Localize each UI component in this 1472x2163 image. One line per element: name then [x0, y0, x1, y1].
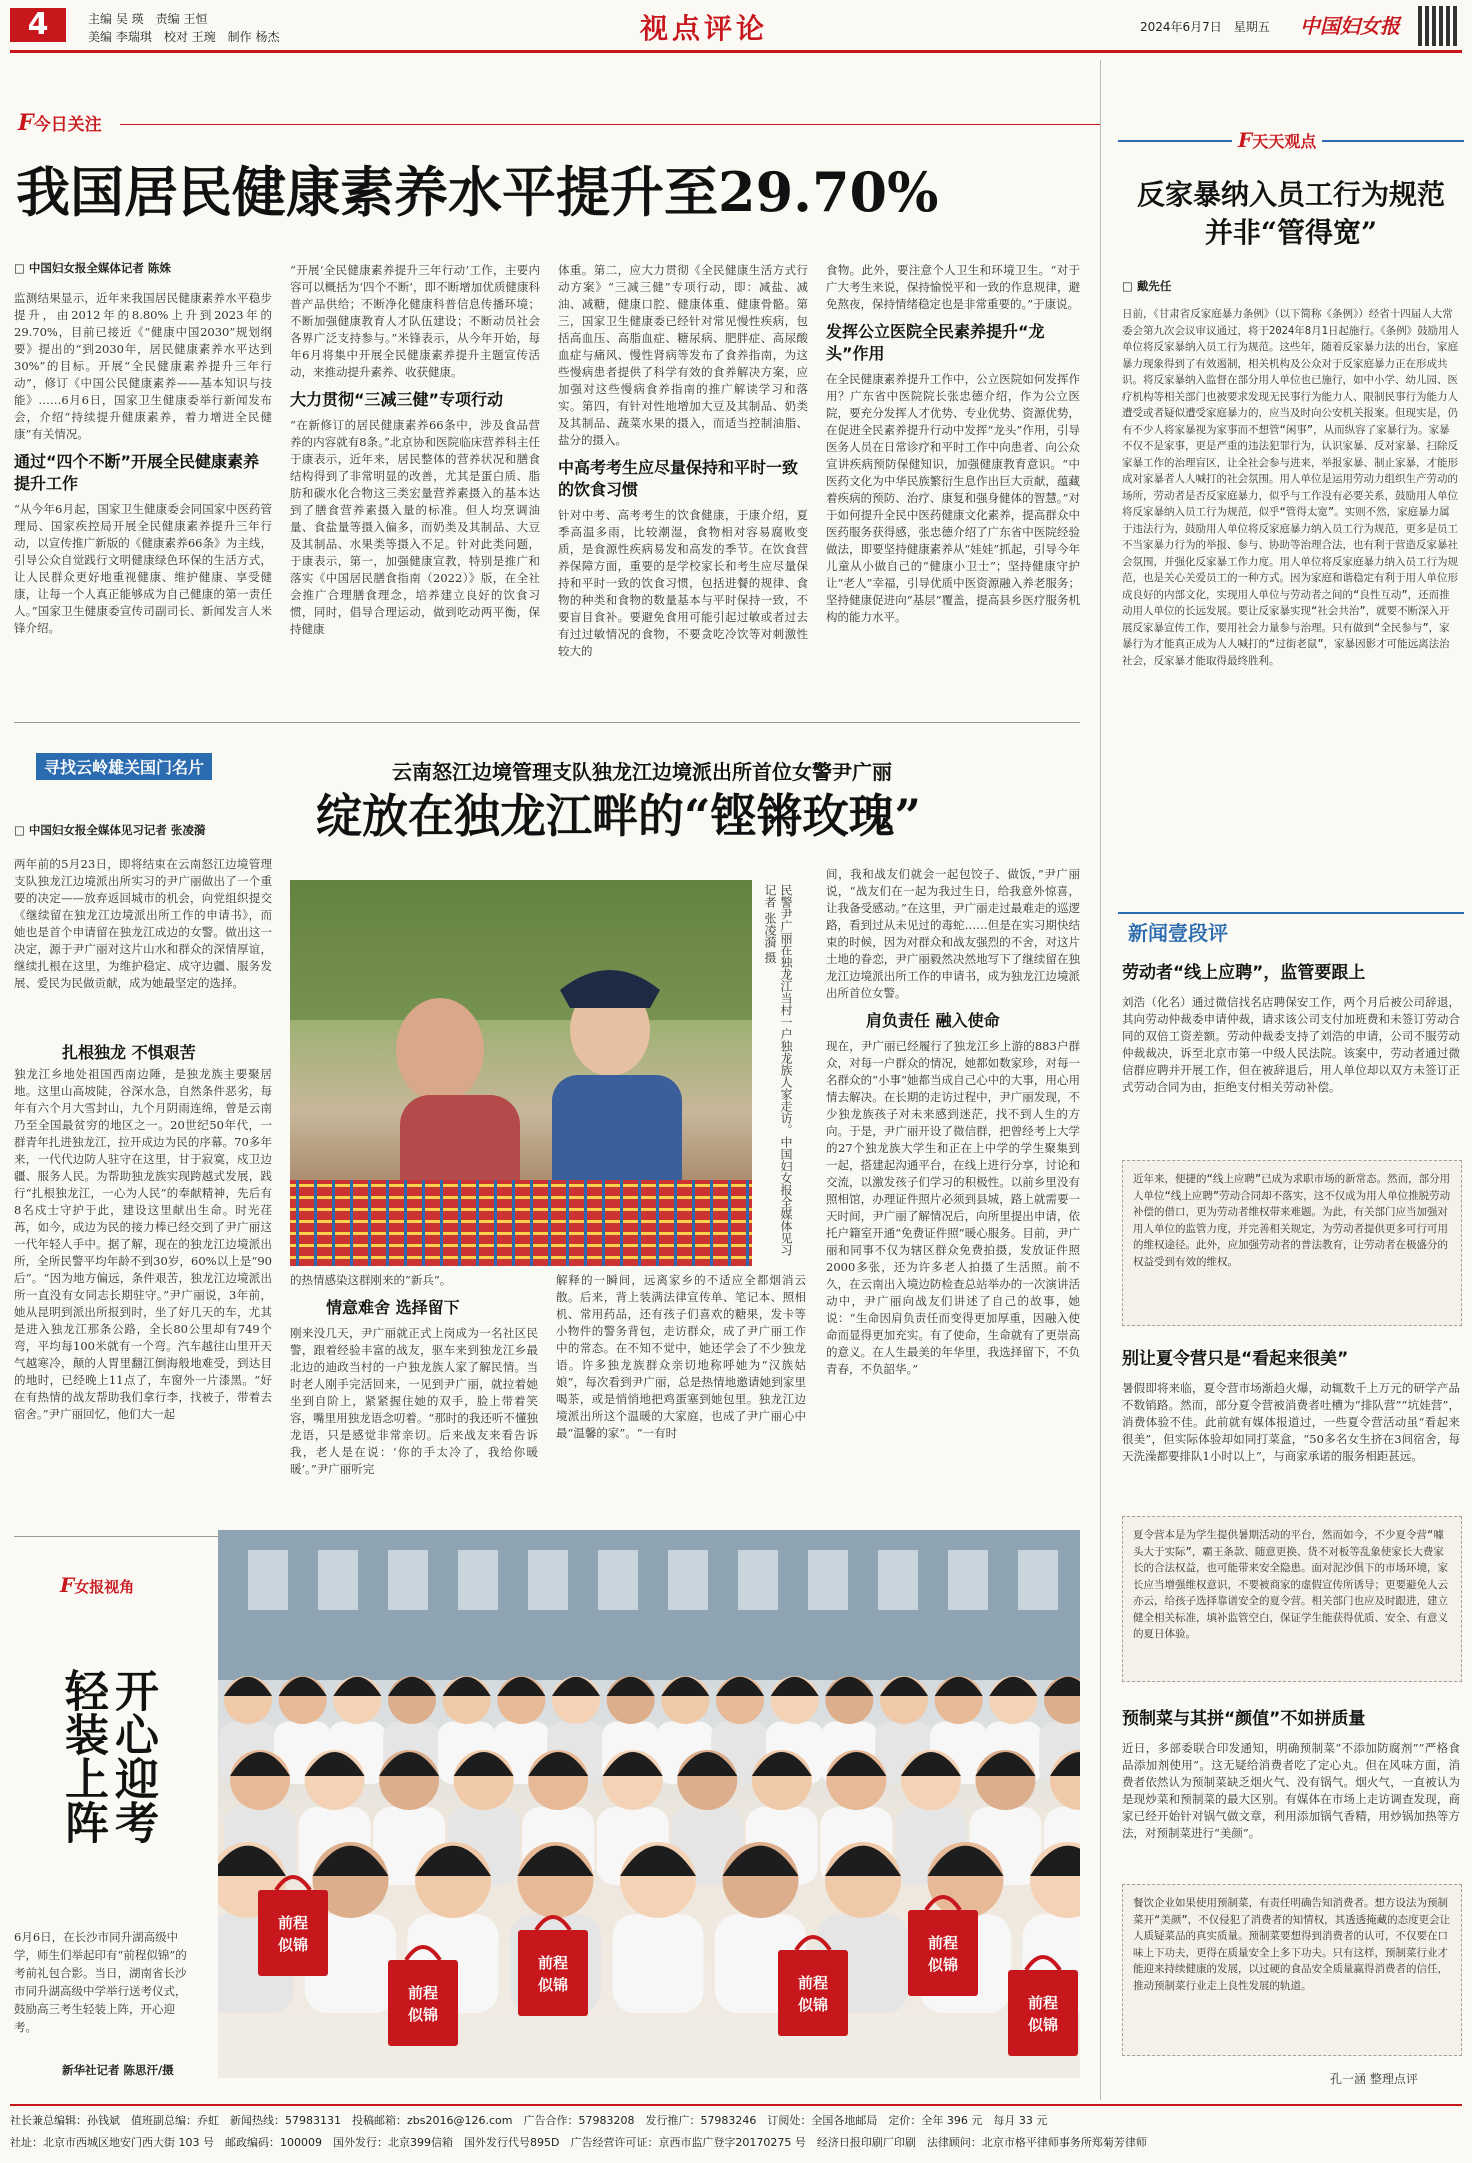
lead-col-4-subhead: 发挥公立医院全民素养提升“龙头”作用	[826, 322, 1045, 363]
staff-line-1: 主编 吴 瑛 责编 王恒	[88, 12, 208, 26]
lead-col-4-text-b: 在全民健康素养提升工作中，公立医院如何发挥作用？广东省中医院院长张忠德介绍，作为公立医院，要充分发挥人才优势、专业优势、资源优势，在促进全民素养提升行动中发挥“龙头”作用，引导医务人员在日常诊疗和平时工作中向患者、向公众宣讲疾病预防保健知识，加强健康教育意识。“中医药文化为中华民族繁衍生息作出巨大贡献，蕴藏着疾病的预防、治疗、康复和强身健体的智慧。”对于如何提升全民中医药健康文化素养，提高群众中医药服务获得感，张忠德介绍了广东省中医院经验做法，即要坚持健康素养从“娃娃”抓起，引导今年儿童从小做自己的“健康小卫士”；坚持健康守护让“老人”幸福，引导优质中医资源融入养老服务；坚持健康促进向“基层”覆盖，提高县乡医疗服务机构的能力水平。	[826, 372, 1080, 624]
item3-note-box	[1122, 1884, 1462, 2056]
lead-col-3-subhead: 中高考考生应尽量保持和平时一致的饮食习惯	[558, 458, 799, 499]
feature-col-2-text-b: 刚来没几天，尹广丽就正式上岗成为一名社区民警，跟着经验丰富的战友，驱车来到独龙江乡最北边的迪政当村的一户独龙族人家了解民情。当时老人刚手完活回来，一见到尹广丽，就拉着她坐到自阶上，紧紧握住她的双手，脸上带着笑容，嘴里用独龙语念叨着。“那时的我还听不懂独龙语，只是感觉非常亲切。后来战友来看告诉我，老人是在说：‘你的手太冷了，我给你暖暖’。”尹广丽听完	[290, 1326, 538, 1476]
gift-bag	[908, 1897, 978, 1996]
gift-bag-text: 似锦	[797, 1996, 829, 2014]
lead-byline: □ 中国妇女报全媒体记者 陈姝	[14, 261, 171, 275]
photo-story-caption: 6月6日，在长沙市同升湖高级中学，师生们举起印有“前程似锦”的考前礼包合影。当日，湖南省长沙市同升湖高级中学举行送考仪式，鼓励高三考生轻装上阵，开心迎考。	[14, 1930, 187, 2034]
gift-bag-text: 似锦	[927, 1956, 959, 1974]
lead-col-2-text-b: “在新修订的居民健康素养66条中，涉及食品营养的内容就有8条。”北京协和医院临床营养科主任于康表示，近年来，居民整体的营养状况和膳食结构得到了非常明显的改善，尤其是蛋白质、脂肪和碳水化合物这三类宏量营养素摄入的基本达到了膳食营养素摄入量的标准。但人均烹调油量、食盐量等摄入偏多，而奶类及其制品、大豆及其制品、水果类等摄入不足。针对此类问题，于康表示，第一，加强健康宣教，特别是推广和落实《中国居民膳食指南（2022）》版，在全社会推广合理膳食理念，培养建立良好的饮食习惯，同时，倡导合理运动，做到吃动两平衡，保持健康	[290, 418, 540, 636]
gift-bag	[778, 1937, 848, 2036]
sidebar-kicker: F天天观点	[1232, 128, 1322, 152]
sidebar-essay	[1122, 306, 1460, 854]
lead-kicker-rule	[120, 124, 1100, 125]
feature-deck: 云南怒江边境管理支队独龙江边境派出所首位女警尹广丽	[392, 760, 892, 784]
item2-text: 暑假即将来临，夏令营市场渐趋火爆，动辄数千上万元的研学产品不数销路。然而，部分夏令营被消费者吐槽为“排队营”“坑娃营”，消费体验不佳。此前就有媒体报道过，一些夏令营活动虽“看起来很美”，但实际体验却如同打菜盒，“50多名女生挤在3间宿舍，每天洗澡都要排队1小时以上”，与商家承诺的服务相距甚远。	[1122, 1381, 1460, 1463]
item2-note: 夏令营本是为学生提供暑期活动的平台，然而如今，不少夏令营“噱头大于实际”，霸王条款、随意更换、货不对板等乱象使家长大费家长的合法权益，也可能带来安全隐患。面对泥沙俱下的市场环境，家长应当增强维权意识，不要被商家的虚假宣传所诱导；更要避免人云亦云，给孩子选择靠谱安全的夏令营。相关部门也应及时跟进，建立健全相关标准，填补监管空白，保证学生能获得优质、安全、有意义的夏日体验。	[1133, 1529, 1448, 1640]
feature-col-2-subhead: 情意难舍 选择留下	[326, 1298, 460, 1317]
gift-bag	[258, 1877, 328, 1976]
lead-headline: 我国居民健康素养水平提升至29.70%	[16, 160, 939, 224]
sidebar-compiler: 孔一涵 整理点评	[1330, 2072, 1418, 2086]
students-crowd-illustration	[218, 1530, 1080, 2078]
feature-col-4	[826, 866, 1080, 1526]
police-and-elder-illustration	[290, 880, 752, 1266]
item2-title: 别让夏令营只是“看起来很美”	[1122, 1349, 1349, 1369]
feature-col-4-text: 间，我和战友们就会一起包饺子、做饭，”尹广丽说，“战友们在一起为我过生日，给我意外惊喜，让我备受感动。”在这里，尹广丽走过最难走的巡逻路，看到过从未见过的毒蛇……但是在实习期快结束的时候，因为对群众和战友强烈的不舍，对这片土地的眷恋，尹广丽毅然决然地写下了继续留在独龙江边境派出所工作的申请书，成为独龙江边境派出所首位女警。	[826, 867, 1080, 1000]
paper-logo: 中国妇女报	[1300, 14, 1400, 38]
lead-col-4-text: 食物。此外，要注意个人卫生和环境卫生。“对于广大考生来说，保持愉悦平和一致的作息规律，避免熬夜，保持情绪稳定也是非常重要的。”于康说。	[826, 263, 1080, 311]
kicker-mark-icon: F	[18, 110, 34, 136]
masthead	[0, 0, 1472, 50]
item2-note-box	[1122, 1516, 1462, 1682]
gift-bag-text: 前程	[537, 1954, 569, 1972]
lead-col-3	[558, 262, 808, 660]
footer-line-2: 社址：北京市西城区地安门西大街 103 号 邮政编码：100009 国外发行：北京399信箱 国外发行代号895D 广告经营许可证：京西市监广登字20170275 号 经济日报印刷厂印刷 法律顾问：北京市格平律师事务所郑菊芳律师	[10, 2136, 1147, 2149]
item1-title: 劳动者“线上应聘”，监管要跟上	[1122, 963, 1366, 983]
feature-col-3	[556, 1272, 806, 1442]
gift-bag-text: 似锦	[277, 1936, 309, 1954]
lead-col-2	[290, 262, 540, 638]
item3-note: 餐饮企业如果使用预制菜，有责任明确告知消费者。想方设法为预制菜开“美颜”，不仅侵犯了消费者的知情权，其透透掩藏的态度更会让人质疑菜品的真实质量。预制菜要想得到消费者的认可，不仅要在口味上下功夫，更得在质量安全上多下功夫。只有这样，预制菜行业才能迎来持续健康的发展，以过硬的食品安全质量赢得消费者的信任，推动预制菜行业走上良性发展的轨道。	[1133, 1897, 1451, 1992]
section2-kicker: 新闻壹段评	[1128, 921, 1228, 945]
feature-byline: □ 中国妇女报全媒体见习记者 张凌漪	[14, 823, 206, 837]
feature-tag: 寻找云岭雄关国门名片	[36, 753, 212, 780]
feature-photo	[290, 880, 752, 1266]
photo-story-title-a: 开心迎考	[107, 1668, 158, 1844]
gift-bag-text: 似锦	[407, 2006, 439, 2024]
gift-bag	[518, 1917, 588, 2016]
photo-story-kicker: F女报视角	[60, 1573, 135, 1597]
item1-text: 刘浩（化名）通过微信找名店聘保安工作，两个月后被公司辞退，其向劳动仲裁委申请仲裁，请求该公司支付加班费和未签订劳动合同的双倍工资差额。劳动仲裁委支持了刘浩的申请，公司不服劳动仲裁裁决，诉至北京市第一中级人民法院。该案中，劳动者通过微信群应聘并开展工作，但在被辞退后，用人单位却以双方未签订正式劳动合同为由，拒绝支付相关劳动补偿。	[1122, 995, 1460, 1094]
feature-headline: 绽放在独龙江畔的“铿锵玫瑰”	[316, 789, 921, 843]
item1-note-box	[1122, 1160, 1462, 1326]
lead-col-4	[826, 262, 1080, 626]
feature-col-1-subhead: 扎根独龙 不惧艰苦	[62, 1043, 196, 1062]
feature-col-4-text-b: 现在，尹广丽已经履行了独龙江乡上游的883户群众，对每一户群众的情况，她都如数家珍，对每一名群众的“小事”她都当成自己心中的大事，用心用情去解决。在长期的走访过程中，尹广丽发现，不少独龙族孩子对未来感到迷茫，找不到人生的方向。于是，尹广丽开设了微信群，把曾经考上大学的27个独龙族大学生和正在上中学的学生聚集到一起，搭建起沟通平台，在线上进行分享，讨论和交流，以激发孩子们学习的积极性。以前乡里没有照相馆，办理证件照片必须到县城，路上就需要一天时间，尹广丽了解情况后，向所里提出申请，依托户籍室开通“免费证件照”暖心服务。目前，尹广丽和同事不仅为辖区群众免费拍摄，发放证件照2000多张，还为许多老人拍摄了生活照。前不久，在云南出入境边防检查总站举办的一次演讲活动中，尹广丽向战友们讲述了自己的故事，她说：“生命因肩负责任而变得更加厚重，因融入使命而显得更加充实。有了使命，生命就有了更崇高的意义。在人生最美的年华里，我选择留下，不负青春，不负韶华。”	[826, 1039, 1080, 1376]
qr-code-icon	[1418, 6, 1458, 46]
column-divider	[1100, 60, 1101, 2100]
feature-col-2-text: 的热情感染这群刚来的“新兵”。	[290, 1273, 452, 1287]
feature-col-3-text: 解释的一瞬间，远离家乡的不适应全都烟消云散。后来，背上装满法律宣传单、笔记本、照相机、常用药品，还有孩子们喜欢的糖果，发卡等小物件的警务背包，走访群众，成了尹广丽工作中的常态。在不知不觉中，她还学会了不少独龙语。许多独龙族群众亲切地称呼她为“汉族姑娘”，每次看到尹广丽，总是热情地邀请她到家里喝茶，或是悄悄地把鸡蛋塞到她包里。独龙江边境派出所这个温暖的大家庭，也成了尹广丽心中最“温馨的家”。“一有时	[556, 1273, 806, 1440]
lead-col-3-text-b: 针对中考、高考考生的饮食健康，于康介绍，夏季高温多雨，比较潮湿，食物相对容易腐败变质，是食源性疾病易发和高发的季节。在饮食营养保障方面，重要的是学校家长和考生应尽量保持和平时一致的饮食习惯，包括进餐的规律、食物的种类和食物的数量基本与平时保持一致，不要盲目食补。要避免食用可能引起过敏或者过去有过过敏情况的食物，不要贪吃冷饮等对刺激性较大的	[558, 508, 808, 658]
item3-text: 近日，多部委联合印发通知，明确预制菜“不添加防腐剂”“严格食品添加剂使用”。这无疑给消费者吃了定心丸。但在风味方面，消费者依然认为预制菜缺乏烟火气、没有锅气。烟火气，一直被认为是现炒菜和预制菜的最大区别。有媒体在市场上走访调查发现，商家已经开始针对锅气做文章，利用添加锅气香精，用炒锅加热等方法，对预制菜进行“美颜”。	[1122, 1741, 1460, 1840]
gift-bag-text: 似锦	[1027, 2016, 1059, 2034]
gift-bag-text: 前程	[927, 1934, 959, 1952]
page-number: 4	[10, 8, 66, 42]
photo-story-title-b: 轻装上阵	[57, 1668, 108, 1844]
gift-bag-text: 前程	[277, 1914, 309, 1932]
sidebar-byline: □ 戴先任	[1122, 279, 1172, 293]
kicker-mark-icon: F	[60, 1573, 75, 1597]
sidebar-headline: 反家暴纳入员工行为规范并非“管得宽”	[1136, 178, 1445, 249]
feature-col-1b	[14, 1066, 272, 1526]
issue-date: 2024年6月7日 星期五	[1140, 20, 1270, 34]
lead-kicker: F今日关注	[18, 110, 102, 136]
lead-col-1-text: 监测结果显示，近年来我国居民健康素养水平稳步提升，由2012年的8.80%上升到2023年的29.70%，目前已接近《“健康中国2030”规划纲要》提出的“到2030年，居民健康素养水平达到30%”的目标。开展“全民健康素养提升三年行动”，修订《中国公民健康素养——基本知识与技能》……6月6日，国家卫生健康委举行新闻发布会，介绍“持续提升健康素养，着力增进全民健康”有关情况。	[14, 291, 272, 441]
lead-col-1	[14, 290, 272, 637]
gift-bag-text: 似锦	[537, 1976, 569, 1994]
kicker-mark-icon: F	[1238, 128, 1253, 152]
photo-story-credit: 新华社记者 陈思汗/摄	[62, 2063, 174, 2077]
lead-col-1-text-b: “从今年6月起，国家卫生健康委会同国家中医药管理局、国家疾控局开展全民健康素养提升三年行动，以宣传推广新版的《健康素养66条》为主线，引导公众自觉践行文明健康绿色环保的生活方式，让人民群众更好地重视健康、维护健康、享受健康，让每一个人真正能够成为自己健康的第一责任人。”国家卫生健康委宣传司副司长、新闻发言人米锋介绍。	[14, 502, 272, 635]
feature-col-1	[14, 856, 272, 992]
gift-bag-text: 前程	[407, 1984, 439, 2002]
gift-bag	[388, 1947, 458, 2046]
gift-bag	[1008, 1957, 1078, 2056]
sidebar-essay-text: 日前，《甘肃省反家庭暴力条例》（以下简称《条例》）经省十四届人大常委会第九次会议审议通过，将于2024年8月1日起施行。《条例》鼓励用人单位将反家暴纳入员工行为规范。这些年，随着反家暴力法的出台，家庭暴力现象得到了有效遏制，相关机构及公众对于反家庭暴力正在形成共识。将反家暴纳入监督在部分用人单位也已施行，如中小学、幼儿园、医疗机构等相关部门也被要求发现无民事行为能力人、限制民事行为能力人遭受或者疑似遭受家庭暴力的，应当及时向公安机关报案。但现实是，仍有不少人将家暴视为家事而不想管“闲事”，从而纵容了家暴行为。家暴不仅不是家事，更是严重的违法犯罪行为，认识家暴、反对家暴、扫除反家暴工作的治理盲区，让全社会参与进来，举报家暴、制止家暴，才能形成对家暴者人人喊打的社会氛围。用人单位是运用劳动力组织生产劳动的场所，劳动者是否反家庭暴力，似乎与工作没有必要关系，鼓励用人单位将反家暴纳入员工行为规范，似乎“管得太宽”。实则不然，家庭暴力属于违法行为，鼓励用人单位将反家庭暴力纳入员工行为规范，更多是员工不当家暴力行为的举报、参与、协助等治理合法，也有利于营造反家暴社会氛围，并强化反家暴工作力度。用人单位将反家庭暴力纳入员工行为规范，也是关心关爱员工的一种方式。因为家庭和谐稳定有利于用人单位形成良好的内部文化，实现用人单位与劳动者之间的“良性互动”，还而推动用人单位的长远发展。要让反家暴实现“社会共治”，就要不断深入开展反家暴宣传工作，要用社会力量参与治理。只有做到“全民参与”，家暴行为才能真正成为人人喊打的“过街老鼠”，家暴因影才可能远离法治社会，反家暴才能取得最终胜利。	[1122, 308, 1460, 667]
feature-col-4-subhead: 肩负责任 融入使命	[866, 1011, 1000, 1030]
photo-story-image	[218, 1530, 1080, 2078]
lead-col-2-subhead: 大力贯彻“三减三健”专项行动	[290, 390, 504, 409]
feature-col-1-text-b: 独龙江乡地处祖国西南边陲，是独龙族主要聚居地。这里山高坡陡，谷深水急，自然条件恶劣，每年有六个月大雪封山，九个月阴雨连绵，曾是云南乃至全国最贫穷的地区之一。20世纪50年代，一群青年扎进独龙江，拉开成边为民的序幕。70多年来，一代代边防人驻守在这里，甘于寂寞，戍卫边疆、服务人民。为帮助独龙族实现跨越式发展，践行“扎根独龙江，一心为人民”的奉献精神，先后有8名戍士守护于此，建设这里献出生命。时光荏苒，如今，成边为民的接力棒已经交到了尹广丽这一代年轻人手中。据了解，现在的独龙江边境派出所，全所民警平均年龄不到30岁，60%以上是“90后”。“因为地方偏远，条件艰苦，独龙江边境派出所一直没有女同志长期驻守。”尹广丽说，3年前，她从昆明到派出所报到时，坐了好几天的车，尤其是进入独龙江那条公路，全长80公里却有749个弯，平均每100米就有一个弯。汽车越往山里开天气越寒冷，颠的人胃里翻江倒海般地难受，到达目的地时，已经晚上11点了，车窗外一片漆黑。“好在有热情的战友帮助我们拿行李，找被子，带着去宿舍。”尹广丽回忆，他们大一起	[14, 1067, 272, 1421]
gift-bag-text: 前程	[797, 1974, 829, 1992]
item3-title: 预制菜与其拼“颜值”不如拼质量	[1122, 1709, 1366, 1729]
lead-col-1-subhead: 通过“四个不断”开展全民健康素养提升工作	[14, 452, 260, 493]
feature-col-1-text: 两年前的5月23日，即将结束在云南怒江边境管理支队独龙江边境派出所实习的尹广丽做出了一个重要的决定——放弃返回城市的机会，向党组织提交《继续留在独龙江边境派出所工作的申请书》，而她也是首个申请留在独龙江成边的女警。做出这一决定，源于尹广丽对这片山水和群众的深情厚谊，继续扎根在这里，为维护稳定、成守边疆、服务发展、爱民为民做贡献，成为她最坚定的选择。	[14, 857, 272, 990]
gift-bag-text: 前程	[1027, 1994, 1059, 2012]
staff-line-2: 美编 李瑞琪 校对 王琬 制作 杨杰	[88, 30, 280, 44]
feature-photo-caption: 民警尹广丽在独龙江当村一户独龙族人家走访。中国妇女报全媒体见习记者 张凌漪 摄	[763, 884, 793, 1256]
lead-col-2-text: “开展‘全民健康素养提升三年行动’工作，主要内容可以概括为‘四个不断’，即不断增加优质健康科普产品供给；不断净化健康科普信息传播环境；不断加强健康教育人才队伍建设；不断动员社会各界广泛支持参与。”米锋表示，从今年开始，每年6月将集中开展全民健康素养提升主题宣传活动，来推动提升素养、收获健康。	[290, 263, 540, 379]
lead-col-3-text: 体重。第二，应大力贯彻《全民健康生活方式行动方案》“三减三健”专项行动，即：减盐、减油、减糖，健康口腔、健康体重、健康骨骼。第三，国家卫生健康委已经针对常见慢性疾病，包括高血压、高脂血症、糖尿病、肥胖症、高尿酸血症与痛风、慢性肾病等发布了食养指南，为这些慢病患者提供了科学有效的食养解决方案，应加强对这些慢病食养指南的推广解读学习和落实。第四，有针对性地增加大豆及其制品、奶类及其制品、蔬菜水果的摄入，而适当控制油脂、盐分的摄入。	[558, 263, 808, 447]
section-name: 视点评论	[640, 12, 769, 45]
footer-line-1: 社长兼总编辑：孙钱斌 值班副总编：乔虹 新闻热线：57983131 投稿邮箱：zbs2016@126.com 广告合作：57983208 发行推广：57983246 订阅处：全国各地邮局 定价：全年 396 元 每月 33 元	[10, 2114, 1048, 2127]
feature-col-2	[290, 1272, 538, 1478]
item1-note: 近年来，便捷的“线上应聘”已成为求职市场的新常态。然而，部分用人单位“线上应聘”劳动合同却不落实，这不仅成为用人单位推脱劳动补偿的借口，更为劳动者维权带来难题。为此，有关部门应当加强对用人单位的监管力度，并完善相关规定，为劳动者提供更多可行可用的维权途径。此外，应加强劳动者的普法教育，让劳动者在极盛分的权益受到有效的维权。	[1133, 1173, 1451, 1268]
